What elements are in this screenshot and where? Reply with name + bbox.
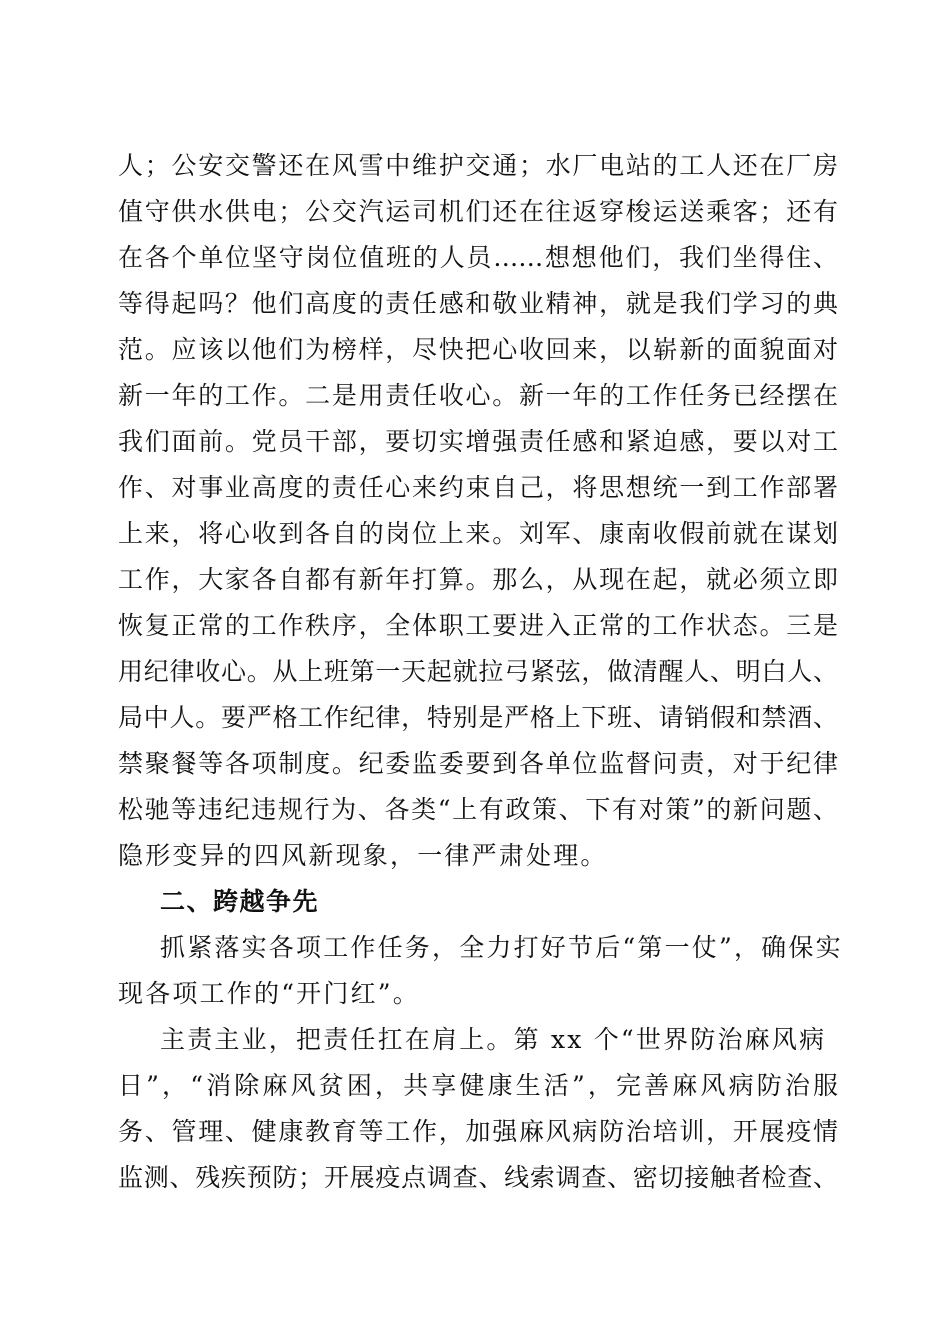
text-line: 工作，大家各自都有新年打算。那么，从现在起，就必须立即	[118, 565, 838, 594]
text-line: 局中人。要严格工作纪律，特别是严格上下班、请销假和禁酒、	[118, 703, 838, 732]
body-text	[118, 143, 858, 1201]
text-line: 抓紧落实各项工作任务，全力打好节后“第一仗”，确保实	[160, 933, 843, 962]
text-line: 值守供水供电；公交汽运司机们还在往返穿梭运送乘客；还有	[118, 197, 838, 226]
text-line: 监测、残疾预防；开展疫点调查、线索调查、密切接触者检查、	[118, 1163, 838, 1192]
text-line: 日”，“消除麻风贫困，共享健康生活”，完善麻风病防治服	[118, 1071, 838, 1100]
text-line: 禁聚餐等各项制度。纪委监委要到各单位监督问责，对于纪律	[118, 749, 838, 778]
text-line: 恢复正常的工作秩序，全体职工要进入正常的工作状态。三是	[118, 611, 838, 640]
section-heading: 二、跨越争先	[160, 887, 320, 916]
text-line: 用纪律收心。从上班第一天起就拉弓紧弦，做清醒人、明白人、	[118, 657, 838, 686]
text-line: 现各项工作的“开门红”。	[118, 979, 420, 1008]
text-line: 我们面前。党员干部，要切实增强责任感和紧迫感，要以对工	[118, 427, 838, 456]
text-line: 新一年的工作。二是用责任收心。新一年的工作任务已经摆在	[118, 381, 838, 410]
text-line: 人；公安交警还在风雪中维护交通；水厂电站的工人还在厂房	[118, 151, 838, 180]
text-line: 作、对事业高度的责任心来约束自己，将思想统一到工作部署	[118, 473, 838, 502]
text-line: 主责主业，把责任扛在肩上。第 xx 个“世界防治麻风病	[160, 1025, 827, 1054]
text-line: 在各个单位坚守岗位值班的人员……想想他们，我们坐得住、	[118, 243, 838, 272]
text-line: 松驰等违纪违规行为、各类“上有政策、下有对策”的新问题、	[118, 795, 838, 824]
text-line: 务、管理、健康教育等工作，加强麻风病防治培训，开展疫情	[118, 1117, 838, 1146]
text-line: 上来，将心收到各自的岗位上来。刘军、康南收假前就在谋划	[118, 519, 838, 548]
text-line: 范。应该以他们为榜样，尽快把心收回来，以崭新的面貌面对	[118, 335, 838, 364]
text-line: 隐形变异的四风新现象，一律严肃处理。	[118, 841, 608, 870]
text-line: 等得起吗？他们高度的责任感和敬业精神，就是我们学习的典	[118, 289, 838, 318]
